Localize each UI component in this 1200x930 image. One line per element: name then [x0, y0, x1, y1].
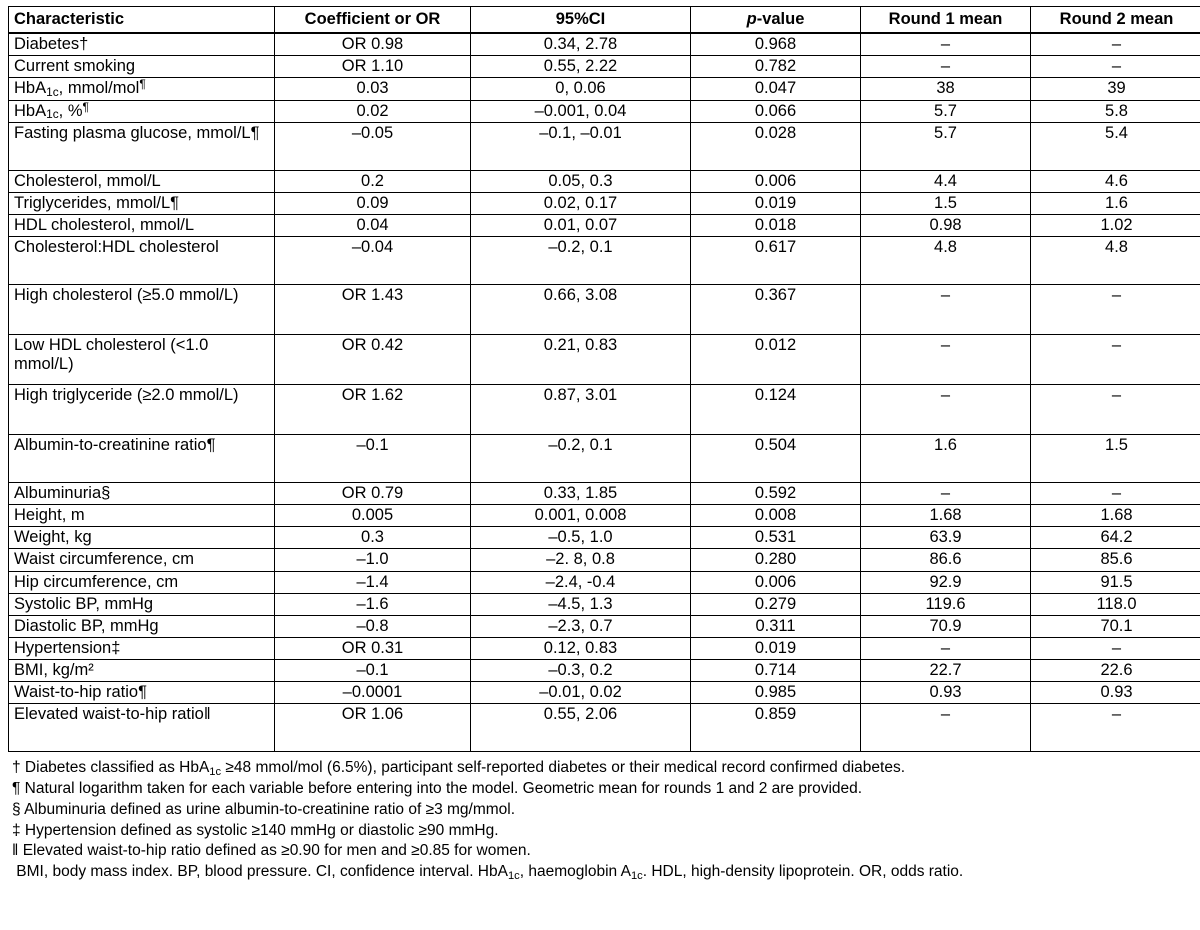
row-characteristic: Diabetes† [9, 33, 275, 56]
row-coefficient: –0.1 [275, 660, 471, 682]
row-coefficient: 0.03 [275, 78, 471, 100]
row-characteristic: Albuminuria§ [9, 483, 275, 505]
row-coefficient: OR 1.43 [275, 285, 471, 335]
row-ci: 0.12, 0.83 [471, 637, 691, 659]
row-ci: –0.3, 0.2 [471, 660, 691, 682]
row-pvalue: 0.018 [691, 214, 861, 236]
table-row [9, 385, 1200, 435]
row-characteristic: Waist-to-hip ratio¶ [9, 682, 275, 704]
row-characteristic: Triglycerides, mmol/L¶ [9, 192, 275, 214]
table-row [9, 56, 1200, 78]
row-round1: – [861, 704, 1031, 752]
row-round1: 1.5 [861, 192, 1031, 214]
footnote-albuminuria: § Albuminuria defined as urine albumin-to-creatinine ratio of ≥3 mg/mmol. [12, 800, 516, 818]
table-row [9, 593, 1200, 615]
row-round1: 0.98 [861, 214, 1031, 236]
row-characteristic: HbA$_{1c}$, %¶ [9, 100, 275, 122]
row-characteristic: Diastolic BP, mmHg [9, 615, 275, 637]
footnote-log: ¶ Natural logarithm taken for each variable before entering into the model. Geometric mean for rounds 1 and 2 are provided. [12, 780, 863, 798]
row-ci: 0.02, 0.17 [471, 192, 691, 214]
row-characteristic: Cholesterol:HDL cholesterol [9, 237, 275, 285]
column-header-ci: 95%CI [471, 7, 691, 34]
row-pvalue: 0.019 [691, 637, 861, 659]
row-coefficient: –0.04 [275, 237, 471, 285]
row-round2: – [1031, 637, 1200, 659]
table-row [9, 505, 1200, 527]
row-characteristic: Albumin-to-creatinine ratio¶ [9, 435, 275, 483]
row-round1: 119.6 [861, 593, 1031, 615]
row-round2: 1.6 [1031, 192, 1200, 214]
column-header-round2-mean: Round 2 mean [1031, 7, 1200, 34]
row-ci: –2. 8, 0.8 [471, 549, 691, 571]
row-pvalue: 0.006 [691, 170, 861, 192]
row-round2: – [1031, 56, 1200, 78]
row-coefficient: 0.2 [275, 170, 471, 192]
table-row [9, 192, 1200, 214]
row-ci: –0.2, 0.1 [471, 435, 691, 483]
row-round1: 38 [861, 78, 1031, 100]
row-round1: – [861, 483, 1031, 505]
table-row [9, 237, 1200, 285]
row-pvalue: 0.280 [691, 549, 861, 571]
row-round2: 39 [1031, 78, 1200, 100]
row-ci: 0.87, 3.01 [471, 385, 691, 435]
table-row [9, 549, 1200, 571]
row-round2: 1.02 [1031, 214, 1200, 236]
row-pvalue: 0.859 [691, 704, 861, 752]
results-table [8, 6, 1200, 752]
row-ci: –0.2, 0.1 [471, 237, 691, 285]
row-pvalue: 0.311 [691, 615, 861, 637]
row-coefficient: 0.005 [275, 505, 471, 527]
row-round2: – [1031, 335, 1200, 385]
row-round2: – [1031, 285, 1200, 335]
row-coefficient: –0.1 [275, 435, 471, 483]
row-characteristic: Hip circumference, cm [9, 571, 275, 593]
row-pvalue: 0.028 [691, 122, 861, 170]
row-coefficient: 0.3 [275, 527, 471, 549]
footnote-whr: ‖ Elevated waist-to-hip ratio defined as ≥0.90 for men and ≥0.85 for women. [12, 842, 531, 860]
row-round1: 5.7 [861, 122, 1031, 170]
row-coefficient: 0.04 [275, 214, 471, 236]
row-ci: 0.55, 2.06 [471, 704, 691, 752]
row-round1: – [861, 335, 1031, 385]
table-row [9, 122, 1200, 170]
row-ci: 0.01, 0.07 [471, 214, 691, 236]
row-round1: 1.6 [861, 435, 1031, 483]
table-row [9, 285, 1200, 335]
footnotes [8, 758, 1192, 883]
row-pvalue: 0.006 [691, 571, 861, 593]
row-pvalue: 0.279 [691, 593, 861, 615]
table-row [9, 435, 1200, 483]
row-coefficient: –0.05 [275, 122, 471, 170]
row-ci: 0.33, 1.85 [471, 483, 691, 505]
row-coefficient: OR 1.06 [275, 704, 471, 752]
row-pvalue: 0.531 [691, 527, 861, 549]
row-pvalue: 0.592 [691, 483, 861, 505]
row-characteristic: Current smoking [9, 56, 275, 78]
row-characteristic: Systolic BP, mmHg [9, 593, 275, 615]
table-header-row [9, 7, 1200, 34]
row-ci: –2.3, 0.7 [471, 615, 691, 637]
table-row [9, 527, 1200, 549]
row-pvalue: 0.985 [691, 682, 861, 704]
row-round2: 5.8 [1031, 100, 1200, 122]
row-coefficient: OR 0.98 [275, 33, 471, 56]
row-pvalue: 0.504 [691, 435, 861, 483]
row-round1: 5.7 [861, 100, 1031, 122]
row-pvalue: 0.968 [691, 33, 861, 56]
row-ci: –0.1, –0.01 [471, 122, 691, 170]
row-characteristic: High cholesterol (≥5.0 mmol/L) [9, 285, 275, 335]
table-row [9, 78, 1200, 100]
row-pvalue: 0.714 [691, 660, 861, 682]
table-row [9, 214, 1200, 236]
row-characteristic: High triglyceride (≥2.0 mmol/L) [9, 385, 275, 435]
row-ci: 0.001, 0.008 [471, 505, 691, 527]
footnote-abbreviations: BMI, body mass index. BP, blood pressure. CI, confidence interval. HbA$_{1c}$, haemoglobin $A_{1c}$. HDL, high-density lipoprotein. OR, odds ratio. [12, 863, 964, 882]
column-header-coefficient: Coefficient or OR [275, 7, 471, 34]
row-round1: – [861, 637, 1031, 659]
row-round2: 91.5 [1031, 571, 1200, 593]
row-round2: 64.2 [1031, 527, 1200, 549]
row-round2: 0.93 [1031, 682, 1200, 704]
row-round1: 1.68 [861, 505, 1031, 527]
column-header-pvalue: p-value [691, 7, 861, 34]
row-ci: –0.001, 0.04 [471, 100, 691, 122]
row-ci: –4.5, 1.3 [471, 593, 691, 615]
row-pvalue: 0.012 [691, 335, 861, 385]
row-characteristic: Hypertension‡ [9, 637, 275, 659]
row-round1: 70.9 [861, 615, 1031, 637]
row-characteristic: Elevated waist-to-hip ratio‖ [9, 704, 275, 752]
row-ci: –0.01, 0.02 [471, 682, 691, 704]
row-coefficient: OR 0.31 [275, 637, 471, 659]
row-round2: 1.5 [1031, 435, 1200, 483]
row-pvalue: 0.367 [691, 285, 861, 335]
footnote-hypertension: ‡ Hypertension defined as systolic ≥140 mmHg or diastolic ≥90 mmHg. [12, 821, 499, 839]
row-round1: – [861, 33, 1031, 56]
row-round1: – [861, 385, 1031, 435]
row-round2: – [1031, 704, 1200, 752]
row-characteristic: Weight, kg [9, 527, 275, 549]
row-round1: 4.8 [861, 237, 1031, 285]
row-ci: –0.5, 1.0 [471, 527, 691, 549]
row-coefficient: OR 0.42 [275, 335, 471, 385]
row-coefficient: –1.0 [275, 549, 471, 571]
column-header-round1-mean: Round 1 mean [861, 7, 1031, 34]
row-characteristic: Waist circumference, cm [9, 549, 275, 571]
row-coefficient: OR 0.79 [275, 483, 471, 505]
row-pvalue: 0.008 [691, 505, 861, 527]
table-row [9, 33, 1200, 56]
row-coefficient: 0.02 [275, 100, 471, 122]
table-row [9, 660, 1200, 682]
row-round1: – [861, 285, 1031, 335]
row-round1: 86.6 [861, 549, 1031, 571]
table-row [9, 704, 1200, 752]
row-pvalue: 0.617 [691, 237, 861, 285]
row-round1: 0.93 [861, 682, 1031, 704]
row-characteristic: HbA$_{1c}$, mmol/mol¶ [9, 78, 275, 100]
row-round2: 118.0 [1031, 593, 1200, 615]
table-body [9, 33, 1200, 752]
table-row [9, 637, 1200, 659]
row-round1: 92.9 [861, 571, 1031, 593]
table-row [9, 682, 1200, 704]
row-ci: 0, 0.06 [471, 78, 691, 100]
table-row [9, 170, 1200, 192]
footnote-diabetes: † Diabetes classified as HbA$_{1c}$ ≥48 mmol/mol (6.5%), participant self-reported diabetes or their medical record confirmed diabetes. [12, 759, 906, 779]
row-ci: 0.21, 0.83 [471, 335, 691, 385]
row-round2: – [1031, 33, 1200, 56]
row-round2: 4.8 [1031, 237, 1200, 285]
row-pvalue: 0.066 [691, 100, 861, 122]
row-round2: – [1031, 385, 1200, 435]
row-characteristic: Height, m [9, 505, 275, 527]
table-row [9, 615, 1200, 637]
row-pvalue: 0.019 [691, 192, 861, 214]
row-coefficient: –0.8 [275, 615, 471, 637]
row-round1: 22.7 [861, 660, 1031, 682]
row-ci: 0.55, 2.22 [471, 56, 691, 78]
row-round2: 1.68 [1031, 505, 1200, 527]
table-header [9, 7, 1200, 34]
row-ci: 0.66, 3.08 [471, 285, 691, 335]
row-pvalue: 0.782 [691, 56, 861, 78]
row-characteristic: Fasting plasma glucose, mmol/L¶ [9, 122, 275, 170]
row-round2: 70.1 [1031, 615, 1200, 637]
row-characteristic: Cholesterol, mmol/L [9, 170, 275, 192]
table-row [9, 335, 1200, 385]
row-round2: 4.6 [1031, 170, 1200, 192]
table-row [9, 100, 1200, 122]
row-round2: 85.6 [1031, 549, 1200, 571]
row-pvalue: 0.047 [691, 78, 861, 100]
row-coefficient: –1.6 [275, 593, 471, 615]
row-ci: 0.05, 0.3 [471, 170, 691, 192]
row-pvalue: 0.124 [691, 385, 861, 435]
row-characteristic: BMI, kg/m² [9, 660, 275, 682]
row-coefficient: OR 1.10 [275, 56, 471, 78]
row-characteristic: Low HDL cholesterol (<1.0 mmol/L) [9, 335, 275, 385]
row-round2: – [1031, 483, 1200, 505]
row-round2: 5.4 [1031, 122, 1200, 170]
table-row [9, 571, 1200, 593]
row-ci: 0.34, 2.78 [471, 33, 691, 56]
table-row [9, 483, 1200, 505]
row-round2: 22.6 [1031, 660, 1200, 682]
row-round1: 4.4 [861, 170, 1031, 192]
row-coefficient: 0.09 [275, 192, 471, 214]
column-header-characteristic: Characteristic [9, 7, 275, 34]
row-round1: 63.9 [861, 527, 1031, 549]
row-coefficient: OR 1.62 [275, 385, 471, 435]
row-ci: –2.4, -0.4 [471, 571, 691, 593]
row-characteristic: HDL cholesterol, mmol/L [9, 214, 275, 236]
row-coefficient: –0.0001 [275, 682, 471, 704]
row-round1: – [861, 56, 1031, 78]
row-coefficient: –1.4 [275, 571, 471, 593]
